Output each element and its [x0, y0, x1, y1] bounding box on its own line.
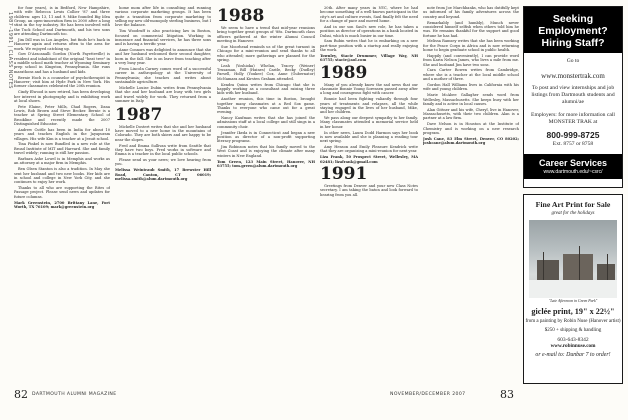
- class-note-paragraph: Michelle Louise Dubin writes from Pennsylvania that she and her husband are busy with two girls and travel widely for work. They returned from a summer in Italy.: [115, 85, 211, 103]
- employment-ad-extension: Ext. 8757 or 8758: [552, 141, 594, 147]
- class-note-paragraph: Jim Robinson notes that his family moved to the West Coast and is enjoying the climate after many winters in New England.: [217, 145, 315, 158]
- class-secretary-address: Liza Frank, 50 Prospect Street, Wellesley, MA 02481; lizafrank@gmail.com: [320, 155, 418, 164]
- tree-shape: [579, 246, 580, 282]
- class-note-paragraph: Cindy Elwood is now retired, has been developing her interest in photography and is exhibiting work at local shows.: [14, 90, 110, 103]
- class-secretary-address: Townley, Stacie Drummer, Village Way, NH 03755; stacie@aol.com: [320, 53, 418, 63]
- class-note-paragraph: Bonnie had been fighting valiantly through four years of treatments and relapses, all the while staying engaged in the lives of her husband, Mike, and her children.: [320, 97, 418, 115]
- class-note-paragraph: And in our son Saul's new role, he has taken a position as director of operations in a bank located in Dubai, which is much busier in our time.: [320, 24, 418, 38]
- employment-ad-body2: Employers: for more information call MONSTER TRAK at: [531, 112, 615, 125]
- class-note-paragraph: note from Joe Marchbanks, who has dutifully kept us informed of his family adventures across the country and beyond.: [423, 6, 519, 19]
- employment-ad-body1: To post and view internships and job listings from Dartmouth students and alumni/ae: [531, 85, 615, 105]
- class-note-paragraph: Tina Finkel is now Bundled in a new role at the Broad Institute of MIT and Harvard. She and family travel widely; running is still her passion.: [14, 142, 110, 156]
- class-notes-column-5: [423, 6, 519, 384]
- class-note-paragraph: Amy Henson and Emily Pleasure Kendrick write that they are organizing a mini-reunion for next year.: [320, 145, 418, 154]
- class-note-paragraph: Tim Woodruff is also practicing law in Boston, focused on commercial litigation. Working in insurance and financial services, he has three sons and is having a terrific year.: [115, 29, 211, 47]
- footer-publication: DARTMOUTH ALUMNI MAGAZINE: [32, 392, 117, 397]
- class-note-paragraph: We pass along our deepest sympathy to her family. Many classmates attended a memorial service held in her honor.: [320, 116, 418, 129]
- class-note-paragraph: We seem to have a trend that mid-year reunions bring together great groups of '88s. Dartmouth class officers gathered at the winter Alumni Council meeting in Hanover.: [217, 26, 315, 44]
- tree-shape: [543, 252, 544, 282]
- class-note-paragraph: Anne Connors was delighted to announce that she and her husband welcomed their second daughter, born in the fall. She is on leave from teaching after a very busy year.: [115, 48, 211, 66]
- class-secretary-address: Mark Greenstein, 2700 Brittany Lane, Fort Worth, TX 76109; mark@greenstein.org: [14, 200, 110, 209]
- print-phone: 603-643-8342: [557, 337, 589, 343]
- class-note-paragraph: Gordon Hall Williams lives in California with his wife and young children.: [423, 83, 519, 92]
- print-ad-subheadline: great for the holidays: [551, 211, 595, 216]
- class-secretary-address: Josh Cane, 83 Elm Street, Denver, CO 80202; joshcane@alum.dartmouth.org: [423, 136, 519, 146]
- page-number-right: 83: [500, 388, 514, 401]
- class-notes-column-1: [14, 6, 110, 384]
- class-note-paragraph: for four years), is in Bedford, New Hampshire, with wife Rebecca Lewis Collier '87 and three children: ages 13, 11 and 9. Mike founded Big Idea Group, an open-innovation firm in 2000 after a long stint in the toy industry. He has been involved with the Tuck School and Dartmouth, and his two sons are attending Dartmouth too.: [14, 6, 110, 37]
- career-services-bar[interactable]: [524, 154, 622, 179]
- painting-image: [529, 220, 617, 298]
- year-heading-1987: 1987: [115, 104, 163, 125]
- class-note-paragraph: Bernie Hoch is a counselor of psychotherapist in Hanover; visit him at Hyde Park in New York. His former classmates celebrated the 20th reunion.: [14, 75, 110, 89]
- painting-caption: "Late Afternoon in Green Park": [548, 299, 598, 303]
- career-services-url[interactable]: www.dartmouth.edu/~csrc/: [543, 169, 603, 175]
- class-note-paragraph: 20th. After many years in NYC, where he had become something of a well-known participant in the city's art and culture events, Saul finally felt the need for a change of pace and moved home.: [320, 6, 418, 24]
- class-note-paragraph: In other news, Laura Dodd Harmon says her book is now available and she is planning a reading tour next spring.: [320, 130, 418, 144]
- print-size: giclée print, 19" x 22½": [531, 307, 615, 316]
- year-heading-1987-block: [115, 105, 211, 125]
- print-price: $250 + shipping & handling: [544, 328, 602, 333]
- class-notes-column-4: [320, 6, 418, 384]
- class-note-paragraph: home mom after life in consulting and running various corporate marketing groups. It has been quite a transition from corporate marketing to selling my new old-monopoly sterling business, but I love the balance.: [115, 6, 211, 28]
- snow-ground: [529, 280, 617, 298]
- class-secretary-address: Melissa Weintraub Smith, 17 Brewster Hill Road, Canton, CT 06019; melissa.smith@alum.dartmouth.org: [115, 168, 211, 181]
- class-note-paragraph: Alan Gittner and his wife, Cheryl, live in Hanover, Massachusetts, with their two children. Alan is a partner at a law firm.: [423, 107, 519, 121]
- class-note-paragraph: Many of you already know the sad news that our classmate Bonnie Young Sorensen passed away after a long and courageous fight with cancer.: [320, 82, 418, 96]
- class-note-paragraph: Sam Rubin writes that he is embarking on a new part-time position with a startup and really enjoying the work.: [320, 39, 418, 53]
- class-note-paragraph: Andrew Cuttle has been in India for about 10 years and teaches English in the Jayapuram villages. His wife Kim is a teacher at a Jesuit school.: [14, 127, 110, 141]
- year-heading-1988: 1988: [217, 6, 265, 26]
- building-shape: [597, 264, 615, 280]
- class-note-paragraph: Melissa Ramsey writes that she has been working for the Peace Corps in Africa and is now returning home to begin graduate school in public health.: [423, 39, 519, 53]
- class-note-paragraph: Pete Elaine, Peter Mills, Chad Rogers, Dana Lewis, Rob Brown and Steve Becker. Bernie is a teacher at Spring Street Elementary School of Brookline and recently made the 2007 Distinguished Educator.: [14, 104, 110, 127]
- class-note-paragraph: Dave Nelson is in Houston at the Institute of Chemistry and is working on a new research program.: [423, 122, 519, 135]
- footer-date: NOVEMBER/DECEMBER 2007: [390, 392, 466, 397]
- employment-ad[interactable]: [523, 6, 623, 188]
- career-services-title: Career Services: [538, 158, 608, 168]
- class-note-paragraph: Cara Carter Rowen writes from Cambridge, where she is a teacher at the local middle school and a mother of three.: [423, 68, 519, 82]
- class-secretary-address: Tom Green, 123 Main Street, Hanover, NH 03755; tom.green@alum.dartmouth.org: [217, 159, 315, 168]
- class-note-paragraph: Remarkably (and humbly), Munch never considered himself selfish when others told him he was. He remains thankful for the support and good fortune he has had.: [423, 20, 519, 38]
- class-note-paragraph: Another reunion, this time in Boston, brought together many classmates at a Red Sox game. Thanks to everyone who came out for a great evening.: [217, 97, 315, 115]
- employment-ad-phone: 800-999-8725: [546, 130, 600, 140]
- class-note-paragraph: Leah (Yoshioka) Whelan, Tracey (Weiner) Trusaman, Bill (Haines) Castle, Becky (Dudley) Parsell, Holly (Youkee) Cox, Anne (Gubernator) McNamara and Kirsten Graham attended.: [217, 63, 315, 81]
- class-notes-column-3: [217, 6, 315, 384]
- employment-ad-url[interactable]: www.monstertrak.com: [541, 72, 605, 80]
- class-note-paragraph: Michelle Dostert writes that she and her husband have moved to a new home in the mountains of Colorado. They are both skiers and are happy to be near the slopes.: [115, 124, 211, 142]
- page-number-left: 82: [14, 388, 28, 401]
- class-note-paragraph: Greetings from Denver and your new Class Notes secretary. I am taking the baton and look forward to hearing from you all.: [320, 183, 418, 197]
- employment-ad-goto: Go to: [566, 58, 580, 64]
- class-notes-column-2: [115, 6, 211, 384]
- fine-art-print-ad[interactable]: [523, 194, 623, 384]
- class-note-paragraph: Sue Moorhead reminds us of the great turnout in Chicago for a mini-reunion and send thanks to all who attended; more gatherings are planned for the spring.: [217, 44, 315, 62]
- year-heading-1991: 1991: [320, 163, 368, 184]
- class-note-paragraph: Ben Olsen Stanton is also a tradition. In May she sent her husband and two new books. Her kids are in school and college in New York City, and she continues to enjoy her work.: [14, 167, 110, 185]
- print-detail: from a painting by Robin Nuse (Hanover artist): [525, 319, 621, 324]
- tree-shape: [607, 254, 608, 282]
- print-url[interactable]: www.robinnuse.com: [550, 343, 596, 349]
- employment-ad-headline: Seeking Employment? Hiring Staff?: [524, 7, 622, 53]
- section-side-label: 1987–1991 | CLASS NOTES: [7, 12, 13, 89]
- class-note-paragraph: Fred and Emma Sullivan write from Seattle that they have two boys. Fred works in software and Emma is a teacher in the local public schools.: [115, 143, 211, 157]
- class-note-paragraph: Please send us your news; we love hearing from you.: [115, 158, 211, 167]
- class-note-paragraph: Gow D'Aracanalli Gordon (North Fayetteville) is resident and inhabitant of the original "heat tree" in a middle school math teacher at Wyoming Seminary prep school in Kingston, Pennsylvania. She runs marathons and has a husband and kids.: [14, 52, 110, 74]
- building-shape: [563, 254, 593, 280]
- class-note-paragraph: Barbara Ashe Lowel is in Memphis and works as an attorney at a major firm in Memphis.: [14, 157, 110, 166]
- print-ad-headline: Fine Art Print for Sale: [535, 200, 611, 209]
- class-note-paragraph: Jim Dill was in Los Angeles, but finds he's back in Hanover again and returns often to the area for work. We enjoyed catching up.: [14, 37, 110, 51]
- class-note-paragraph: Kendra Quinn writes from Chicago that she is happily working as a consultant and raising three kids with her husband.: [217, 82, 315, 96]
- class-note-paragraph: Jennifer Ikeda is in Connecticut and began a new position as director of a non-profit supporting literacy programs.: [217, 130, 315, 144]
- class-note-paragraph: Thanks to all who are supporting the Rites of Passage project. Please send news and updates for future columns.: [14, 186, 110, 199]
- class-note-paragraph: Nancy Kaufman writes that she has joined the admissions staff at a local college and still sings in a community choir.: [217, 116, 315, 129]
- class-note-paragraph: Marie McAbee Gallagher sends word from Wellesley, Massachusetts. She keeps busy with her family and is active in local causes.: [423, 93, 519, 106]
- year-heading-1989: 1989: [320, 62, 368, 83]
- class-note-paragraph: From Lincoln Carney comes word of a successful career in anthropology at the University of Pennsylvania; she teaches and writes about sustainable agriculture.: [115, 66, 211, 84]
- class-note-paragraph: Happily (and conveniently), I can provide word from Karin Nelson James, who lives a mile from me. She and husband Jim have two sons.: [423, 53, 519, 67]
- print-order-note: or e-mail to: Dunbar 7 to order!: [535, 352, 611, 358]
- building-shape: [537, 260, 559, 280]
